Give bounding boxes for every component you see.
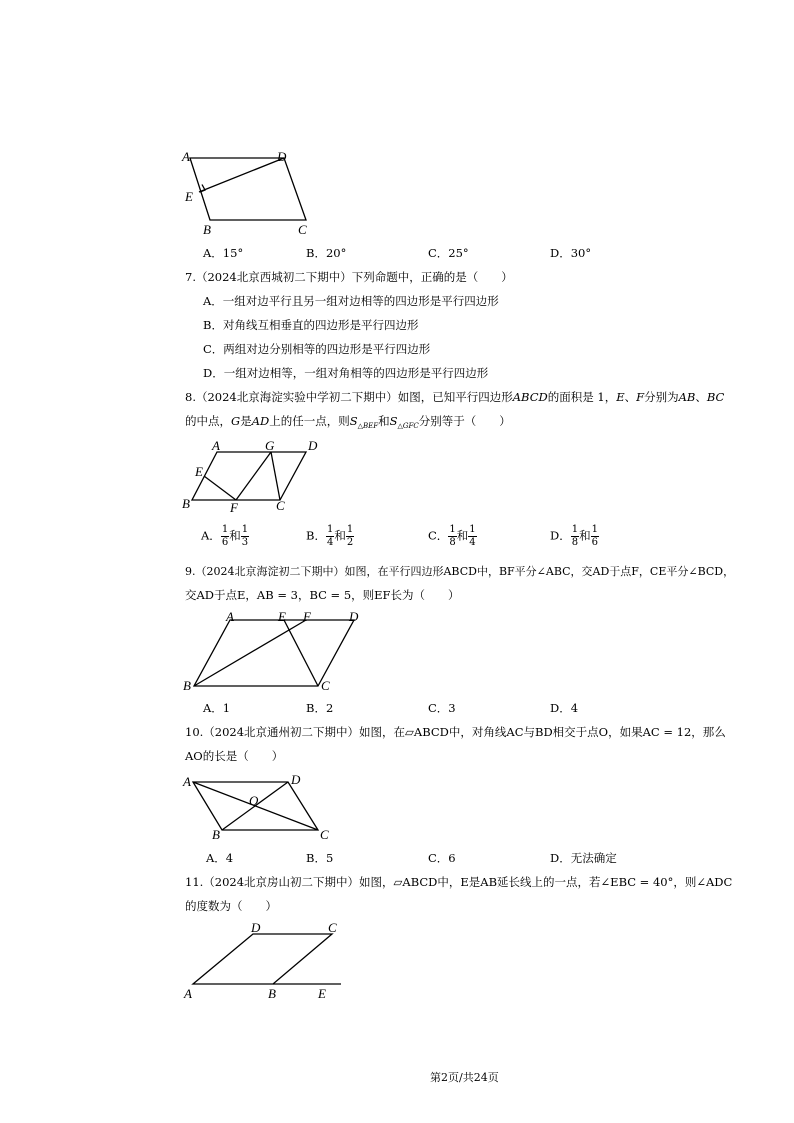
q7-option-c[interactable]: C．两组对边分别相等的四边形是平行四边形 [203, 342, 431, 356]
q11-label-e: E [318, 986, 326, 1001]
q8-label-c: C [276, 498, 285, 513]
q8-option-c[interactable]: C． $\frac{1}{8}$ 和 $\frac{1}{4}$ [428, 524, 476, 548]
q6-label-e: E [185, 189, 193, 204]
q10-label-a: A [183, 774, 191, 789]
q9-option-c[interactable]: C．3 [428, 701, 456, 715]
q9-label-f: F [303, 609, 311, 624]
q8-label-e: E [195, 464, 203, 479]
q11-stem-line1: 11.（2024北京房山初二下期中）如图，▱ABCD中，E是AB延长线上的一点，若∠EBC = 40°，则∠ADC [185, 875, 733, 889]
q10-label-d: D [291, 772, 301, 787]
q8-option-a[interactable]: A． $\frac{1}{6}$ 和 $\frac{1}{3}$ [201, 524, 249, 548]
q6-option-a[interactable]: A．15° [203, 246, 244, 260]
q10-label-b: B [212, 827, 220, 842]
q9-label-b: B [183, 678, 191, 693]
q8-figure [180, 438, 325, 514]
q8-label-d: D [308, 438, 318, 453]
q9-option-b[interactable]: B．2 [306, 701, 334, 715]
q6-label-b: B [203, 222, 211, 237]
q9-option-a[interactable]: A．1 [203, 701, 231, 715]
q10-option-c[interactable]: C．6 [428, 851, 456, 865]
q6-label-a: A [182, 149, 190, 164]
q10-option-a[interactable]: A．4 [206, 851, 234, 865]
q10-label-c: C [320, 827, 329, 842]
q10-stem-line1: 10.（2024北京通州初二下期中）如图，在▱ABCD中，对角线AC与BD相交于点O，如果AC = 12，那么 [185, 725, 726, 739]
q8-stem-line2: 的中点，G是AD上的任一点，则$S_{\triangle BEF}$和$S_{\triangle GFC}$分别等于（ ） [185, 414, 511, 430]
q11-parallelogram [193, 934, 332, 984]
q9-stem-line1: 9.（2024北京海淀初二下期中）如图，在平行四边形ABCD中，BF平分∠ABC，交AD于点F，CE平分∠BCD， [185, 565, 735, 578]
q9-label-c: C [321, 678, 330, 693]
q6-option-c[interactable]: C．25° [428, 246, 469, 260]
q8-segment-gc [271, 452, 280, 500]
q11-label-c: C [328, 920, 337, 935]
q7-option-b[interactable]: B．对角线互相垂直的四边形是平行四边形 [203, 318, 419, 332]
q7-option-a[interactable]: A．一组对边平行且另一组对边相等的四边形是平行四边形 [203, 294, 499, 308]
q10-option-b[interactable]: B．5 [306, 851, 334, 865]
q8-label-a: A [212, 438, 220, 453]
q9-option-d[interactable]: D．4 [550, 701, 579, 715]
q8-label-g: G [265, 438, 275, 453]
q8-segment-gf [236, 452, 271, 500]
q11-figure [180, 918, 350, 1002]
q9-segment-ce [284, 620, 318, 686]
q11-label-a: A [184, 986, 192, 1001]
q6-option-d[interactable]: D．30° [550, 246, 592, 260]
q9-label-d: D [349, 609, 359, 624]
q10-label-o: O [249, 793, 259, 808]
q9-label-e: E [278, 609, 286, 624]
q8-label-b: B [182, 496, 190, 511]
q7-option-d[interactable]: D．一组对边相等，一组对角相等的四边形是平行四边形 [203, 366, 489, 380]
q8-option-b[interactable]: B． $\frac{1}{4}$ 和 $\frac{1}{2}$ [306, 524, 354, 548]
q11-label-b: B [268, 986, 276, 1001]
q9-stem-line2: 交AD于点E，AB = 3，BC = 5，则EF长为（ ） [185, 588, 460, 602]
q6-option-b[interactable]: B．20° [306, 246, 347, 260]
q8-segment-ef [204, 476, 236, 500]
q8-option-d[interactable]: D． $\frac{1}{8}$ 和 $\frac{1}{6}$ [550, 524, 598, 548]
q8-label-f: F [230, 500, 238, 515]
q10-stem-line2: AO的长是（ ） [185, 749, 284, 763]
q9-parallelogram [194, 620, 354, 686]
q6-label-c: C [298, 222, 307, 237]
q8-stem-line1: 8.（2024北京海淀实验中学初二下期中）如图，已知平行四边形ABCD的面积是 1，E、F分别为AB、BC [185, 390, 725, 404]
q9-label-a: A [226, 609, 234, 624]
q6-label-d: D [277, 149, 287, 164]
q10-option-d[interactable]: D．无法确定 [550, 851, 617, 865]
q8-parallelogram [192, 452, 306, 500]
q7-stem: 7.（2024北京西城初二下期中）下列命题中，正确的是（ ） [185, 270, 513, 284]
q11-stem-line2: 的度数为（ ） [185, 899, 277, 913]
q11-label-d: D [251, 920, 261, 935]
q6-figure [180, 148, 320, 240]
page-number: 第2页/共24页 [430, 1071, 499, 1084]
q6-segment-ed [199, 158, 284, 192]
q10-figure [180, 770, 340, 842]
q9-figure [180, 610, 370, 694]
